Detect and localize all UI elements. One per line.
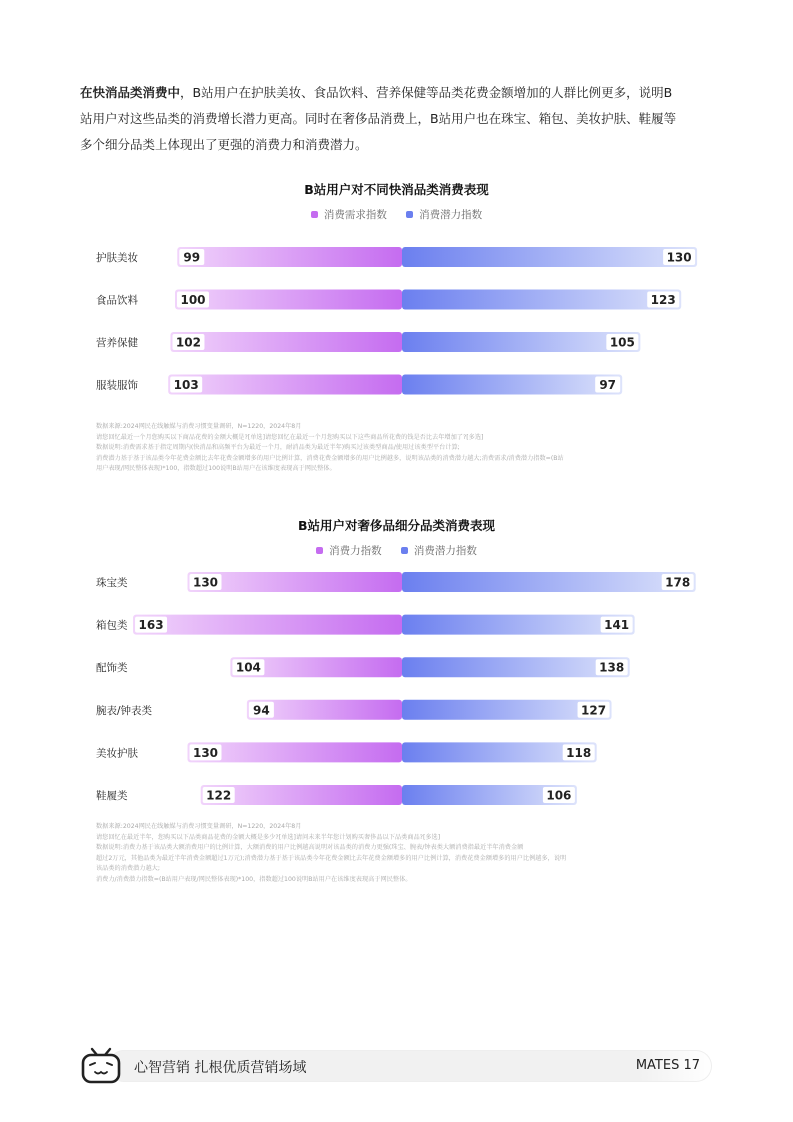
data-label-left: 99 — [183, 250, 201, 265]
note-line: 请您回忆最近一个月您购买以下商品花费的金额大概是?[单选]请您回忆在最近一个月您购买以下这些商品所花费的钱是否比去年增加了?[多选] — [96, 433, 484, 441]
category-label: 配饰类 — [96, 662, 128, 675]
category-label: 鞋履类 — [96, 790, 128, 802]
chart1-legend-item-1 — [311, 207, 387, 222]
category-label: 服装服饰 — [96, 379, 138, 392]
chart2-legend-item-2 — [401, 543, 477, 558]
category-label: 营养保健 — [96, 337, 138, 349]
chart1-title: B站用户对不同快消品类消费表现 — [304, 182, 489, 197]
bar-right — [402, 290, 681, 310]
chart2-legend-label-2: 消费潜力指数 — [413, 545, 477, 557]
chart2-legend-label-1: 消费力指数 — [329, 545, 382, 557]
chart1-legend-label-2: 消费潜力指数 — [419, 209, 483, 221]
bilibili-tv-icon — [80, 1046, 122, 1086]
note-line: 数据说明:消费需求基于指定周期内(快消品和高频平台为最近一个月，耐消品类为最近半年)购买过该类型商品/使用过该类型平台计算; — [96, 444, 460, 451]
chart2-title: B站用户对奢侈品细分品类消费表现 — [297, 518, 496, 533]
data-label-left: 163 — [138, 618, 164, 633]
data-label-left: 130 — [192, 575, 219, 590]
intro-line-2: 站用户对这些品类的消费增长潜力更高。同时在奢侈品消费上，B站用户也在珠宝、箱包、美妆护肤、鞋履等 — [80, 111, 677, 126]
chart1-notes — [96, 422, 706, 475]
bar-left — [133, 615, 402, 635]
category-label: 食品饮料 — [96, 294, 138, 307]
chart2-legend — [0, 543, 793, 558]
chart1-legend — [0, 207, 793, 222]
category-label: 珠宝类 — [96, 577, 128, 589]
data-label-right: 97 — [599, 378, 617, 392]
note-line: 数据来源:2024网民在线触媒与消费习惯变量调研，N=1220，2024年8月 — [96, 823, 302, 830]
note-line: 数据说明:消费力基于该品类大额消费用户的比例计算，大额消费的用户比例越高说明对该品类的消费力更强(珠宝、腕表/钟表类大额消费指最近半年消费金额 — [96, 844, 524, 851]
legend-swatch-blue — [406, 211, 413, 218]
data-label-right: 105 — [609, 335, 635, 350]
bar-right — [402, 375, 622, 395]
legend-swatch-pink — [316, 547, 323, 554]
legend-swatch-pink — [311, 211, 318, 218]
bar-left — [168, 375, 402, 395]
footer-page-label: MATES 17 — [635, 1058, 700, 1073]
bar-left — [175, 290, 402, 310]
chart1-bars — [0, 230, 793, 410]
data-label-left: 102 — [175, 335, 201, 350]
note-line: 超过2万元，其他品类为最近半年消费金额超过1万元);消费潜力基于基于该品类今年花费金额比去年花费金额增多的用户比例计算，消费花费金额增多的用户比例越多，说明 — [96, 854, 567, 862]
note-line: 消费力/消费潜力指数=(B站用户表现/网民整体表现)*100，指数超过100说明B站用户在该维度表现高于网民整体。 — [96, 875, 412, 883]
data-label-right: 106 — [546, 788, 572, 803]
note-line: 请您回忆在最近半年，您购买以下品类商品花费的金额大概是多少?[单选]请问未来半年您计划购买奢侈品以下品类商品?[多选] — [96, 833, 441, 841]
chart1-legend-label-1: 消费需求指数 — [323, 209, 387, 221]
bar-right — [402, 657, 630, 677]
footer-brand-text: 心智营销 扎根优质营销场域 — [134, 1060, 307, 1076]
note-line: 消费潜力基于基于该品类今年花费金额比去年花费金额增多的用户比例计算，消费花费金额增多的用户比例越多，说明该品类的消费潜力越大;消费需求/消费潜力指数=(B站 — [96, 454, 564, 462]
note-line: 用户表现/网民整体表现)*100，指数超过100说明B站用户在该维度表现高于网民整体。 — [96, 465, 336, 472]
bar-right — [402, 572, 696, 592]
bar-right — [402, 247, 697, 267]
data-label-right: 141 — [604, 618, 630, 633]
footer — [78, 1046, 714, 1086]
data-label-right: 123 — [650, 293, 676, 307]
data-label-left: 122 — [206, 788, 232, 803]
data-label-left: 104 — [235, 660, 261, 675]
category-label: 箱包类 — [96, 619, 128, 632]
legend-swatch-blue — [401, 547, 408, 554]
data-label-right: 178 — [665, 575, 691, 590]
category-label: 护肤美妆 — [96, 252, 138, 264]
chart2-legend-item-1 — [316, 543, 382, 558]
note-line: 该品类的消费潜力越大; — [96, 865, 160, 872]
chart2-bars — [0, 565, 793, 815]
chart2-notes — [96, 822, 706, 885]
data-label-right: 118 — [566, 745, 592, 760]
data-label-right: 127 — [581, 703, 607, 718]
bar-left — [170, 332, 402, 352]
bar-right — [402, 332, 640, 352]
data-label-left: 130 — [192, 745, 219, 760]
category-label: 腕表/钟表类 — [96, 704, 153, 717]
bar-right — [402, 615, 635, 635]
intro-bold: 在快消品类消费中 — [80, 85, 181, 100]
intro-line-3: 多个细分品类上体现出了更强的消费力和消费潜力。 — [80, 137, 368, 152]
intro-line-1: ，B站用户在护肤美妆、食品饮料、营养保健等品类花费金额增加的人群比例更多，说明B — [180, 85, 673, 100]
category-label: 美妆护肤 — [96, 747, 138, 760]
chart1-legend-item-2 — [406, 207, 482, 222]
data-label-right: 138 — [599, 660, 625, 675]
data-label-left: 94 — [253, 703, 270, 718]
data-label-right: 130 — [666, 250, 692, 265]
note-line: 数据来源:2024网民在线触媒与消费习惯变量调研，N=1220，2024年8月 — [96, 423, 302, 430]
data-label-left: 103 — [173, 378, 199, 392]
bar-left — [177, 247, 402, 267]
data-label-left: 100 — [180, 293, 206, 307]
intro-paragraph — [80, 80, 720, 158]
